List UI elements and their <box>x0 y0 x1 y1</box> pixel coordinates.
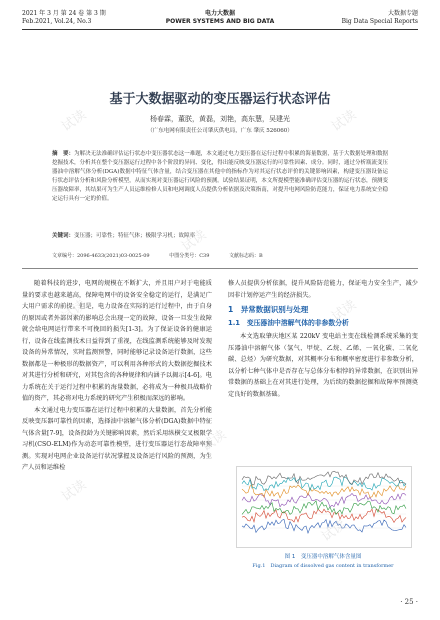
front-matter-divider <box>22 268 418 269</box>
keywords-label: 关键词： <box>52 233 75 239</box>
watermark: 试读 <box>319 517 350 545</box>
abstract <box>52 150 388 204</box>
watermark: 试读 <box>59 297 90 325</box>
watermark: 试读 <box>179 227 210 255</box>
classification-line <box>52 252 388 261</box>
body-column-right <box>228 278 418 400</box>
author-list: 杨春霖，董朕，黄磊，刘艳，高东慧，吴建光 <box>150 115 290 123</box>
paper-title: 基于大数据驱动的变压器运行状态评估 <box>109 92 331 107</box>
subsection-heading: 1.1 变压器油中溶解气体的非参数分析 <box>228 318 349 327</box>
keywords <box>52 232 388 241</box>
document-code: 文献标志码：B <box>228 253 263 259</box>
clc-number: 中图分类号：C39 <box>169 253 210 259</box>
abstract-label: 摘 要： <box>52 151 75 157</box>
figure-caption-en: Fig.1 Diagram of dissolved gas content in transformer <box>252 563 394 569</box>
watermark: 试读 <box>199 427 230 455</box>
abstract-text: 为解决无法准确评估运行状态中变压器状态这一难题，本文通过电力变压器在运行过程中积累的海量数据，基于大数据处理和数据挖掘技术，分析其在整个变压器运行过程中各个阶段的异同、变化，得出能反映变压器运行的可靠性因素、成分。同时，通过分析瓶流变压器油中溶解气体分析(DGA)数据中特征气体含量，结合变压器在其他中的指标作为对其运行状态评价的关键影响因素，构建变压器设备运行状态评估分析和风险分析模型，从而实现对变压器运行风险的预测。试验结果证明，本文所提模型能准确评估变压器的运行状态，预测变压器故障率，其结果可为生产人员运维检修人员和电网调度人员提供分析依据及决策指南，对提升电网风险防范能力，保证电力系统安全稳定运行具有一定的价值。 <box>52 151 388 202</box>
header-journal-name: 电力大数据 POWER SYSTEMS AND BIG DATA <box>165 10 275 25</box>
article-number: 文章编号：2096-4633(2021)03-0025-09 <box>52 253 150 259</box>
paragraph: 随着科技的进步，电网的规模在不断扩大，并且用户对于电能质量的要求也越来越高，保障电网中的设备安全稳定的运行，是满足广大用户需求的前提。但是，电力设备在实际的运行过程中，由于自身的原因或者外部因素的影响总会出现一定的故障，设备一旦发生故障就会给电网运行带来不可挽回的损失[1-3]。为了保证设备的健康运行，设备在线监测技术日益得到了重视，在线监测系统能够及时发现设备的异常情况，实时监测预警，同时能够记录设备运行数据，这些数据都是一种极形的数据资产，可以利用各种形式的大数据挖掘技术对其进行分析和研究，对其包含的各种规律和内涵予以揭示[4-6]。电力系统在关于运行过程中积累的海量数据，必将成为一种极具战略价值的资产，其必将对电力系统的研究产生积极而深远的影响。 <box>22 280 212 402</box>
watermark: 试读 <box>59 107 90 135</box>
page-number: · 25 · <box>400 598 418 606</box>
body-column-left <box>22 278 212 474</box>
paragraph: 本文通过电力变压器在运行过程中积累的大量数据，首先分析能反映变压器可靠性的因素，选择油中溶解气体分析(DGA)数据中特征气体含量[7-9]，设备投龄为关键影响因素，然后采用纵横交叉极限学习机(CSO-ELM)作为动态可靠性模型，进行变压器运行态故障率预测。实现对电网企业设备运行状况掌握及设备运行风险的预测，为生产人员和运维检 <box>22 406 212 471</box>
keywords-text: 变压器；可靠性；特征气体；极限学习机；故障率 <box>74 233 196 239</box>
watermark: 试读 <box>329 107 360 135</box>
figure-caption-cn: 图 1 变压器中溶解气体含量图 <box>284 554 362 560</box>
header-issue-info: 2021 年 3 月 第 24 卷 第 3 期 Feb.2021, Vol.24, No.3 <box>22 10 106 25</box>
header-column-name: 大数据专题 Big Data Special Reports <box>341 10 418 25</box>
paragraph: 修人员提供分析依据，提升风险防范能力，保证电力安全生产，减少因非计划停运产生的经济损失。 <box>228 280 418 299</box>
affiliation: （广东电网有限责任公司肇庆供电局，广东 肇庆 526060） <box>147 128 293 134</box>
header-rule <box>22 29 418 30</box>
watermark: 试读 <box>329 297 360 325</box>
paragraph: 本文选取肇庆地区某 220kV 变电站主变在线检测系统采集的变压器油中溶解气体（氢气、甲烷、乙烷、乙烯、一氧化碳、二氧化碳、总烃）为研究数据，对其概率分布和概率密度进行非参数分析，以分析七种气体中是否存在与总体分布相悖的异常数据，在识别出异常数据的基础上在对其进行处理，为后续的数据挖掘和故障率预测奠定良好的数据基础。 <box>228 333 418 398</box>
gas-content-figure <box>236 466 412 548</box>
section-heading: 1 异常数据识别与处理 <box>228 305 309 314</box>
watermark: 试读 <box>59 477 90 505</box>
running-header <box>22 10 418 36</box>
